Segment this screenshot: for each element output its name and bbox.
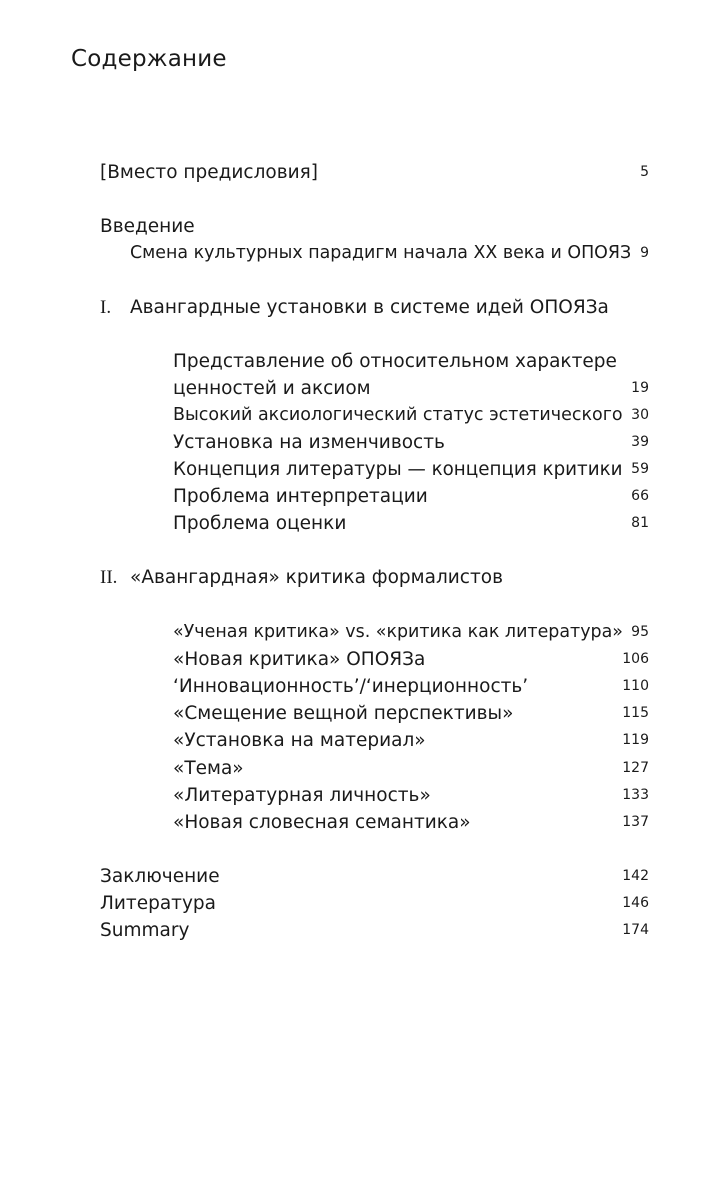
- toc-entry[interactable]: [0, 348, 709, 375]
- toc-entry-label: Установка на изменчивость: [173, 432, 445, 453]
- toc-entry[interactable]: [0, 755, 709, 782]
- toc-page-number: 146: [622, 895, 649, 911]
- toc-entry-label: Литература: [100, 893, 216, 914]
- toc-entry[interactable]: [0, 510, 709, 537]
- toc-page-number: 115: [622, 705, 649, 721]
- part-numeral: I.: [100, 297, 112, 318]
- toc-entry-label: «Смещение вещной перспективы»: [173, 703, 514, 724]
- toc-entry[interactable]: [0, 782, 709, 809]
- toc-page-number: 5: [640, 164, 649, 180]
- toc-page-number: 133: [622, 787, 649, 803]
- toc-page-number: 30: [631, 407, 649, 423]
- toc-entry[interactable]: [0, 700, 709, 727]
- toc-entry-label: Заключение: [100, 866, 220, 887]
- toc-entry-label: Проблема интерпретации: [173, 486, 428, 507]
- toc-page-number: 137: [622, 814, 649, 830]
- toc-page-number: 39: [631, 434, 649, 450]
- toc-entry-label: «Новая критика» ОПОЯЗа: [173, 649, 426, 670]
- toc-page-number: 110: [622, 678, 649, 694]
- toc-page-number: 127: [622, 760, 649, 776]
- toc-page-number: 66: [631, 488, 649, 504]
- toc-entry[interactable]: [0, 402, 709, 429]
- toc-entry[interactable]: [0, 456, 709, 483]
- toc-entry-label: Высокий аксиологический статус эстетического: [173, 405, 623, 425]
- toc-entry-label: «Новая словесная семантика»: [173, 812, 471, 833]
- toc-part-1[interactable]: [0, 294, 709, 321]
- toc-page-number: 19: [631, 380, 649, 396]
- toc-entry-label: Авангардные установки в системе идей ОПОЯЗа: [130, 297, 609, 318]
- toc-entry[interactable]: [0, 673, 709, 700]
- toc-entry-conclusion[interactable]: [0, 863, 709, 890]
- toc-entry-preface[interactable]: [0, 159, 709, 186]
- toc-entry-label: «Литературная личность»: [173, 785, 431, 806]
- toc-entry-label: Summary: [100, 920, 190, 941]
- toc-entry[interactable]: [0, 727, 709, 754]
- toc-part-2[interactable]: [0, 564, 709, 591]
- toc-entry[interactable]: [0, 809, 709, 836]
- toc-entry-label: «Тема»: [173, 758, 244, 779]
- toc-entry-label: Смена культурных парадигм начала XX века и ОПОЯЗ: [130, 243, 632, 263]
- toc-entry[interactable]: [0, 483, 709, 510]
- toc-entry-label: «Установка на материал»: [173, 730, 426, 751]
- toc-entry[interactable]: [0, 646, 709, 673]
- toc-entry[interactable]: [0, 429, 709, 456]
- toc-entry-label: «Ученая критика» vs. «критика как литература»: [173, 622, 623, 642]
- toc-page-number: 174: [622, 922, 649, 938]
- toc-entry-literature[interactable]: [0, 890, 709, 917]
- toc-entry-label: Концепция литературы — концепция критики: [173, 459, 623, 480]
- toc-page-number: 142: [622, 868, 649, 884]
- toc-page-number: 59: [631, 461, 649, 477]
- toc-page-number: 119: [622, 732, 649, 748]
- toc-entry-label: ценностей и аксиом: [173, 378, 371, 399]
- toc-entry[interactable]: [0, 375, 709, 402]
- toc-entry-summary[interactable]: [0, 917, 709, 944]
- toc-entry-introduction-sub[interactable]: [0, 240, 709, 267]
- toc-entry-label: ‘Инновационность’/‘инерционность’: [173, 676, 529, 697]
- toc-entry-label: Проблема оценки: [173, 513, 347, 534]
- toc-page-number: 9: [640, 245, 649, 261]
- toc-heading-introduction[interactable]: [0, 213, 709, 240]
- toc-page-number: 95: [631, 624, 649, 640]
- toc-entry-label-line1: Представление об относительном характере: [173, 351, 617, 372]
- toc-entry-label: [Вместо предисловия]: [100, 162, 319, 183]
- page-title: Содержание: [71, 46, 227, 72]
- toc-page-number: 106: [622, 651, 649, 667]
- toc-entry-label: Введение: [100, 216, 195, 237]
- toc-entry-label: «Авангардная» критика формалистов: [130, 567, 503, 588]
- part-numeral: II.: [100, 567, 118, 588]
- toc-entry[interactable]: [0, 619, 709, 646]
- toc-page-number: 81: [631, 515, 649, 531]
